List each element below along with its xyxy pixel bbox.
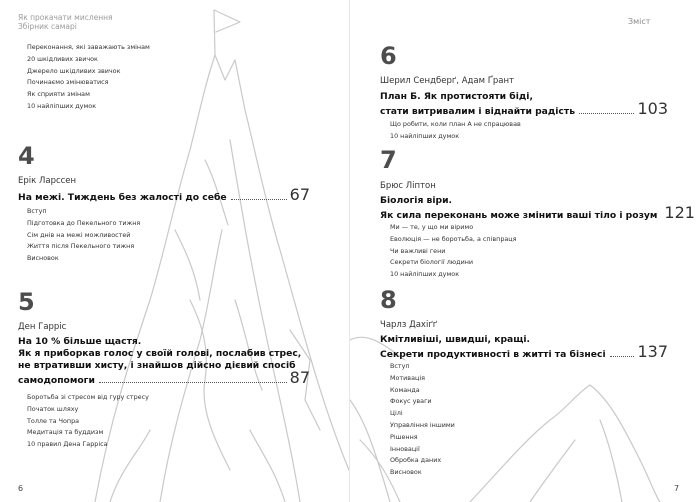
list-item: 10 найліпших думок: [390, 270, 460, 279]
chapter-8-title[interactable]: [380, 334, 668, 361]
list-item: Боротьба зі стресом від гуру стресу: [27, 393, 149, 401]
dot-leader: [610, 356, 635, 357]
list-item: Фокус уваги: [390, 397, 432, 406]
list-item: Ми — те, у що ми віримо: [390, 223, 474, 231]
chapter-7-title-line1: Біологія віри.: [380, 195, 453, 206]
chapter-8-title-line1: Кмітливіші, швидші, кращі.: [380, 334, 531, 345]
list-item: Сім днів на межі можливостей: [27, 230, 131, 239]
chapter-5-title-line2: Як я приборкав голос у своїй голові, послабив стрес,: [18, 348, 302, 359]
chapter-7-sublist: [390, 222, 517, 281]
list-item: Цілі: [390, 409, 403, 418]
list-item: Життя після Пекельного тижня: [27, 242, 135, 251]
list-item: Рішення: [390, 432, 418, 441]
chapter-7-author: Брюс Ліптон: [380, 181, 436, 191]
list-item: Починаємо змінюватися: [27, 78, 109, 87]
chapter-7-number: 7: [380, 146, 397, 174]
list-item: Висновок: [390, 468, 422, 477]
chapter-7-title[interactable]: [380, 195, 695, 222]
dot-leader: [231, 199, 287, 200]
list-item: Висновок: [27, 254, 59, 263]
chapter-4-number: 4: [18, 142, 35, 170]
section-title: Зміст: [628, 17, 651, 26]
right-page-number: 7: [674, 484, 680, 493]
chapter-5-title[interactable]: [18, 336, 310, 387]
list-item: Управління іншими: [390, 420, 455, 429]
list-item: Як сприяти змінам: [27, 90, 90, 99]
list-item: Вступ: [27, 207, 47, 215]
chapter-6-sublist: [390, 119, 521, 143]
list-item: Обробка даних: [390, 456, 442, 465]
chapter-5-title-line1: На 10 % більше щастя.: [18, 336, 142, 347]
list-item: 10 правил Дена Гарріса: [27, 440, 108, 449]
chapter-5-sublist: [27, 392, 149, 451]
list-item: 10 найліпших думок: [390, 131, 460, 140]
dot-leader: [99, 382, 287, 383]
chapter-6-page-number: 103: [637, 99, 668, 118]
chapter-4-author: Ерік Ларссен: [18, 176, 77, 186]
chapter-8-author: Чарлз Дахіґґ: [380, 320, 438, 330]
chapter-4-title-text: На межі. Тиждень без жалості до себе: [18, 192, 227, 203]
chapter-8-sublist: [390, 361, 455, 479]
chapter-8-page-number: 137: [637, 342, 668, 361]
list-item: Що робити, коли план А не спрацював: [390, 120, 521, 128]
chapter-6-title-line1: План Б. Як протистояти біді,: [380, 91, 533, 102]
chapter-8-title-line2: Секрети продуктивності в житті та бізнесі: [380, 349, 606, 360]
list-item: Еволюція — не боротьба, а співпраця: [390, 234, 517, 243]
chapter-4-title[interactable]: [18, 185, 310, 204]
chapter-7-title-line2: Як сила переконань може змінити ваші тіло і розум: [380, 210, 658, 221]
chapter-4-sublist: [27, 206, 140, 265]
left-page-number: 6: [18, 484, 24, 493]
chapter-8-number: 8: [380, 286, 397, 314]
chapter-6-author: Шерил Сендберґ, Адам Ґрант: [380, 76, 515, 86]
chapter-5-page-number: 87: [289, 368, 310, 387]
chapter-6-number: 6: [380, 42, 397, 70]
book-title-line1: Як прокачати мислення: [18, 13, 113, 22]
dot-leader: [579, 113, 634, 114]
chapter-7-page-number: 121: [664, 203, 695, 222]
list-item: 20 шкідливих звичок: [27, 54, 98, 63]
list-item: Чи важливі гени: [390, 246, 446, 255]
chapter-5-title-line4: самодопомоги: [18, 375, 95, 386]
list-item: Команда: [390, 385, 420, 394]
chapter-5-number: 5: [18, 288, 35, 316]
book-title-line2: Збірник самарі: [18, 22, 77, 31]
list-item: Толле та Чопра: [27, 416, 80, 425]
chapter-5-title-line3: не втративши хисту, і знайшов дійсно дієвий спосіб: [18, 360, 296, 371]
chapter-5-author: Ден Гарріс: [18, 322, 67, 332]
list-item: Медитація та буддизм: [27, 428, 104, 437]
chapter-6-title[interactable]: [380, 91, 668, 118]
list-item: 10 найліпших думок: [27, 101, 97, 110]
list-item: Мотивація: [390, 373, 425, 382]
list-item: Вступ: [390, 362, 410, 370]
list-item: Джерело шкідливих звичок: [27, 66, 121, 75]
right-page: [350, 0, 700, 502]
list-item: Секрети біології людини: [390, 258, 474, 267]
chapter-4-page-number: 67: [289, 185, 310, 204]
left-page: [0, 0, 349, 502]
chapter-6-title-line2: стати витривалим і віднайти радість: [380, 106, 576, 117]
intro-sublist: [27, 42, 150, 113]
list-item: Переконання, які заважають змінам: [27, 43, 150, 51]
list-item: Початок шляху: [27, 404, 79, 413]
list-item: Інновації: [390, 444, 420, 453]
list-item: Підготовка до Пекельного тижня: [27, 218, 141, 227]
